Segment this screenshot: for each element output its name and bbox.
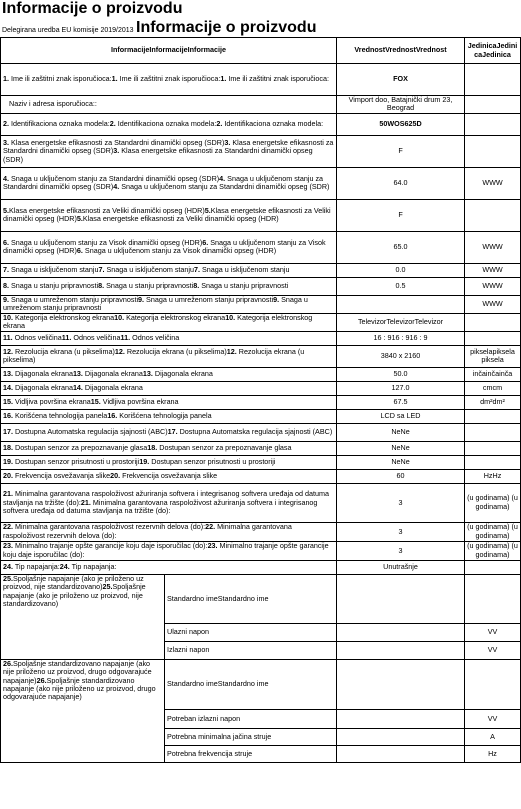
table-row bbox=[1, 483, 521, 522]
row-number: 19. bbox=[3, 457, 13, 467]
row-unit: WWW bbox=[465, 263, 521, 277]
row-value: NeNe bbox=[337, 423, 465, 441]
row-number: 1. bbox=[111, 74, 118, 84]
table-row bbox=[1, 469, 521, 483]
row-unit bbox=[465, 313, 521, 331]
sub-unit: Hz bbox=[465, 745, 521, 762]
row-label-text: Snaga u umreženom stanju pripravnosti bbox=[144, 295, 274, 304]
row-label-text: Dostupan senzor za prepoznavanje glasa bbox=[157, 443, 292, 453]
std-name-value bbox=[337, 659, 465, 709]
row-label-text: Minimalna garantovana raspoloživost ažuriranja softvera i integrisanog softvera uređaja od datuma stavljanja na tržište (do): bbox=[3, 497, 318, 516]
row-unit bbox=[465, 455, 521, 469]
row-label-text: Snaga u uključenom stanju za Standardni dinamički opseg (SDR) bbox=[3, 173, 324, 192]
row-number: 21. bbox=[3, 489, 13, 499]
row-label-text: Minimalno trajanje opšte garancije koju daje isporučilac (do): bbox=[13, 541, 208, 551]
row-label bbox=[1, 522, 337, 541]
row-label bbox=[1, 113, 337, 135]
sub-value bbox=[337, 641, 465, 659]
row-number: 2. bbox=[109, 119, 116, 129]
row-unit bbox=[465, 96, 521, 114]
row-number: 14. bbox=[3, 383, 13, 393]
row-label-text: Tip napajanja: bbox=[69, 562, 117, 572]
row-label-text: Dijagonala ekrana bbox=[13, 383, 73, 393]
row-value: FOX bbox=[337, 64, 465, 96]
row-label bbox=[1, 423, 337, 441]
row-value bbox=[337, 295, 465, 313]
row-label-text: Minimalna garantovana raspoloživost rezervnih delova (do): bbox=[3, 522, 292, 540]
row-number: 5. bbox=[76, 214, 83, 224]
row-label-text: Dostupan senzor prisutnosti u prostoriji bbox=[149, 457, 276, 467]
row-value: 50.0 bbox=[337, 367, 465, 381]
row-label-text: Minimalna garantovana raspoloživost ažuriranja softvera i integrisanog softvera uređaja od datuma stavljanja na tržište (do): bbox=[3, 489, 330, 507]
row-number: 8. bbox=[98, 281, 105, 291]
row-value: NeNe bbox=[337, 455, 465, 469]
row-label-text: Klasa energetske efikasnosti za Veliki dinamički opseg (HDR) bbox=[3, 205, 331, 224]
row-number: 26. bbox=[3, 659, 13, 668]
std-name-value bbox=[337, 574, 465, 623]
row-number: 22. bbox=[205, 522, 216, 532]
sub-unit: A bbox=[465, 728, 521, 745]
row-unit bbox=[465, 409, 521, 423]
row-number: 6. bbox=[3, 237, 9, 247]
row-number: 15. bbox=[3, 397, 13, 407]
row-number: 7. bbox=[98, 265, 105, 275]
row-value: LCD sa LED bbox=[337, 409, 465, 423]
row-value: 16 : 916 : 916 : 9 bbox=[337, 331, 465, 345]
row-label-text: Snaga u umreženom stanju pripravnosti bbox=[3, 295, 308, 313]
row-value: Unutrašnje bbox=[337, 560, 465, 574]
table-row bbox=[1, 113, 521, 135]
sub-label: Potreban izlazni napon bbox=[165, 709, 337, 728]
sub-label: Potrebna frekvencija struje bbox=[165, 745, 337, 762]
row-number: 24. bbox=[3, 562, 13, 572]
row-number: 19. bbox=[139, 457, 150, 467]
row-number: 10. bbox=[114, 313, 125, 322]
page-title-repeat: Informacije o proizvodu bbox=[136, 19, 317, 36]
row-number: 3. bbox=[224, 137, 231, 147]
ext-supply-row bbox=[1, 574, 521, 623]
row-label-text: Rezolucija ekrana (u pikselima) bbox=[13, 346, 115, 356]
row-label-text: Snaga u isključenom stanju bbox=[200, 265, 290, 275]
row-unit: dm²dm² bbox=[465, 395, 521, 409]
table-row bbox=[1, 277, 521, 295]
sub-value bbox=[337, 745, 465, 762]
row-value: 127.0 bbox=[337, 381, 465, 395]
table-row bbox=[1, 167, 521, 199]
row-number: 1. bbox=[3, 74, 9, 84]
row-label-text: Klasa energetske efikasnosti za Standardni dinamički opseg (SDR) bbox=[3, 137, 334, 156]
table-row bbox=[1, 522, 521, 541]
row-number: 4. bbox=[113, 182, 120, 192]
row-value: 65.0 bbox=[337, 231, 465, 263]
row-label-text: Spoljašnje napajanje (ako je priloženo uz proizvod, nije standardizovano) bbox=[3, 582, 146, 609]
row-label-text: Spoljašnje standardizovano napajanje (ako nije priloženo uz proizvod, drugo odgovarajuće napajanje) bbox=[3, 659, 152, 685]
row-number: 9. bbox=[3, 295, 9, 304]
row-label-text: Korišćena tehnologija panela bbox=[13, 411, 108, 421]
row-label-text: Odnos veličina bbox=[12, 333, 62, 343]
page-title: Informacije o proizvodu bbox=[2, 0, 183, 17]
row-number: 5. bbox=[204, 205, 211, 215]
row-value: 0.5 bbox=[337, 277, 465, 295]
ext-std-supply-row bbox=[1, 659, 521, 709]
table-row bbox=[1, 541, 521, 560]
row-unit: (u godinama) (u godinama) bbox=[465, 522, 521, 541]
row-number: 13. bbox=[3, 369, 13, 379]
row-value: 3 bbox=[337, 541, 465, 560]
row-unit: WWW bbox=[465, 167, 521, 199]
row-value: F bbox=[337, 199, 465, 231]
row-label bbox=[1, 277, 337, 295]
row-label-text: Dijagonala ekrana bbox=[13, 369, 73, 379]
row-unit: cmcm bbox=[465, 381, 521, 395]
row-label bbox=[1, 381, 337, 395]
row-value: 67.5 bbox=[337, 395, 465, 409]
row-number: 23. bbox=[207, 541, 218, 551]
row-label-text: Snaga u isključenom stanju bbox=[104, 265, 194, 275]
row-number: 21. bbox=[80, 497, 91, 507]
row-number: 12. bbox=[114, 346, 125, 356]
row-unit bbox=[465, 331, 521, 345]
group-label bbox=[1, 659, 165, 762]
row-label-text: Frekvencija osvežavanja slike bbox=[120, 471, 218, 481]
table-row bbox=[1, 423, 521, 441]
sub-unit: VV bbox=[465, 623, 521, 641]
table-row bbox=[1, 560, 521, 574]
row-label-text: Dostupan senzor prisutnosti u prostoriji bbox=[13, 457, 140, 467]
row-label bbox=[1, 96, 337, 114]
sub-unit: VV bbox=[465, 709, 521, 728]
row-number: 23. bbox=[3, 541, 13, 551]
row-label bbox=[1, 313, 337, 331]
row-label-text: Minimalno trajanje opšte garancije koju daje isporučilac (do): bbox=[3, 541, 329, 559]
row-number: 2. bbox=[216, 119, 223, 129]
product-info-table bbox=[0, 37, 521, 763]
row-label-text: Vidljiva površina ekrana bbox=[13, 397, 91, 407]
row-number: 10. bbox=[225, 313, 236, 322]
table-row bbox=[1, 409, 521, 423]
row-number: 6. bbox=[202, 237, 209, 247]
row-label-text: Ime ili zaštitni znak isporučioca: bbox=[226, 74, 330, 84]
row-unit bbox=[465, 441, 521, 455]
row-number: 14. bbox=[72, 383, 83, 393]
row-number: 24. bbox=[59, 562, 70, 572]
sub-unit: VV bbox=[465, 641, 521, 659]
table-row bbox=[1, 135, 521, 167]
row-number: 12. bbox=[3, 346, 13, 356]
row-number: 17. bbox=[3, 427, 13, 437]
row-value: Vimport doo, Batajnički drum 23, Beograd bbox=[337, 96, 465, 114]
row-value: NeNe bbox=[337, 441, 465, 455]
table-row bbox=[1, 381, 521, 395]
row-unit: HzHz bbox=[465, 469, 521, 483]
row-number: 6. bbox=[76, 246, 83, 256]
row-label bbox=[1, 455, 337, 469]
row-number: 1. bbox=[220, 74, 227, 84]
row-label bbox=[1, 64, 337, 96]
row-label-text: Rezolucija ekrana (u pikselima) bbox=[3, 346, 305, 365]
row-label-text: Snaga u stanju pripravnosti bbox=[199, 281, 289, 291]
row-label-text: Dijagonala ekrana bbox=[82, 369, 143, 379]
row-label-text: Spoljašnje napajanje (ako je priloženo uz proizvod, nije standardizovano) bbox=[3, 574, 144, 592]
row-unit: (u godinama) (u godinama) bbox=[465, 483, 521, 522]
row-label-text: Ime ili zaštitni znak isporučioca: bbox=[9, 74, 112, 84]
row-number: 4. bbox=[219, 173, 226, 183]
row-unit bbox=[465, 135, 521, 167]
row-label-text: Dijagonala ekrana bbox=[82, 383, 143, 393]
row-label bbox=[1, 560, 337, 574]
row-number: 8. bbox=[193, 281, 200, 291]
row-number: 7. bbox=[3, 265, 9, 275]
row-label bbox=[1, 331, 337, 345]
row-label-text: Identifikaciona oznaka modela: bbox=[9, 119, 110, 129]
row-unit: WWW bbox=[465, 295, 521, 313]
row-number: 20. bbox=[3, 471, 13, 481]
row-label bbox=[1, 231, 337, 263]
table-row bbox=[1, 313, 521, 331]
row-label-text: Naziv i adresa isporučioca:: bbox=[9, 99, 97, 109]
table-row bbox=[1, 295, 521, 313]
row-number: 13. bbox=[142, 369, 153, 379]
row-label-text: Dijagonala ekrana bbox=[152, 369, 213, 379]
row-value: TelevizorTelevizorTelevizor bbox=[337, 313, 465, 331]
row-label-text: Identifikaciona oznaka modela: bbox=[222, 119, 324, 129]
row-label-text: Snaga u stanju pripravnosti bbox=[9, 281, 99, 291]
row-label-text: Klasa energetske efikasnosti za Standardni dinamički opseg (SDR) bbox=[9, 137, 225, 147]
row-label-text: Snaga u umreženom stanju pripravnosti bbox=[9, 295, 139, 304]
std-name-unit bbox=[465, 659, 521, 709]
row-label bbox=[1, 469, 337, 483]
row-number: 8. bbox=[3, 281, 9, 291]
table-row bbox=[1, 395, 521, 409]
table-row bbox=[1, 441, 521, 455]
row-number: 15. bbox=[90, 397, 101, 407]
row-label-text: Kategorija elektronskog ekrana bbox=[124, 313, 226, 322]
row-unit bbox=[465, 560, 521, 574]
row-unit: WWW bbox=[465, 231, 521, 263]
table-row bbox=[1, 331, 521, 345]
row-label-text: Kategorija elektronskog ekrana bbox=[3, 313, 313, 331]
row-number: 11. bbox=[3, 333, 13, 343]
row-value: 64.0 bbox=[337, 167, 465, 199]
sub-value bbox=[337, 728, 465, 745]
row-value: 3840 x 2160 bbox=[337, 345, 465, 367]
row-label bbox=[1, 367, 337, 381]
row-label-text: Frekvencija osvežavanja slike bbox=[13, 471, 111, 481]
sub-label: Izlazni napon bbox=[165, 641, 337, 659]
row-label-text: Klasa energetske efikasnosti za Veliki dinamički opseg (HDR) bbox=[82, 214, 279, 224]
column-header-value: VrednostVrednostVrednost bbox=[337, 38, 465, 64]
row-label-text: Snaga u stanju pripravnosti bbox=[104, 281, 194, 291]
row-label-text: Snaga u uključenom stanju za Standardni dinamički opseg (SDR) bbox=[9, 173, 220, 183]
column-header-unit: JedinicaJedinicaJedinica bbox=[465, 38, 521, 64]
row-number: 3. bbox=[3, 137, 9, 147]
row-number: 16. bbox=[3, 411, 13, 421]
row-label-text: Dostupna Automatska regulacija sjajnosti (ABC) bbox=[13, 427, 168, 437]
regulation-subtitle: Delegirana uredba EU komisije 2019/2013 bbox=[2, 27, 134, 34]
row-number: 20. bbox=[110, 471, 121, 481]
row-number: 10. bbox=[3, 313, 13, 322]
row-value: 3 bbox=[337, 483, 465, 522]
row-label bbox=[1, 135, 337, 167]
std-name-label: Standardno imeStandardno ime bbox=[165, 659, 337, 709]
row-label-text: Kategorija elektronskog ekrana bbox=[13, 313, 115, 322]
row-number: 17. bbox=[167, 427, 178, 437]
row-unit bbox=[465, 113, 521, 135]
row-number: 25. bbox=[102, 582, 113, 592]
sub-value bbox=[337, 623, 465, 641]
row-unit: WWW bbox=[465, 277, 521, 295]
row-unit: inčainčainča bbox=[465, 367, 521, 381]
row-label-text: Snaga u isključenom stanju bbox=[9, 265, 99, 275]
row-unit bbox=[465, 199, 521, 231]
row-label bbox=[1, 483, 337, 522]
sub-label: Potrebna minimalna jačina struje bbox=[165, 728, 337, 745]
row-number: 5. bbox=[3, 205, 9, 215]
row-number: 18. bbox=[3, 443, 13, 453]
row-label-text: Identifikaciona oznaka modela: bbox=[115, 119, 217, 129]
row-label bbox=[1, 395, 337, 409]
row-number: 26. bbox=[36, 675, 47, 685]
row-label-text: Spoljašnje standardizovano napajanje (ako nije priloženo uz proizvod, drugo odgovarajuće napajanje) bbox=[3, 675, 156, 702]
row-unit: (u godinama) (u godinama) bbox=[465, 541, 521, 560]
row-number: 4. bbox=[3, 173, 9, 183]
row-label bbox=[1, 263, 337, 277]
std-name-unit bbox=[465, 574, 521, 623]
row-number: 7. bbox=[194, 265, 200, 275]
row-number: 3. bbox=[113, 146, 120, 156]
row-number: 12. bbox=[226, 346, 237, 356]
row-number: 9. bbox=[138, 295, 145, 304]
column-header-info: InformacijeInformacijeInformacije bbox=[1, 38, 337, 64]
row-label-text: Rezolucija ekrana (u pikselima) bbox=[124, 346, 227, 356]
row-number: 13. bbox=[72, 369, 83, 379]
row-unit bbox=[465, 423, 521, 441]
row-number: 22. bbox=[3, 522, 13, 532]
row-label-text: Dostupan senzor za prepoznavanje glasa bbox=[13, 443, 148, 453]
row-value: 60 bbox=[337, 469, 465, 483]
row-label bbox=[1, 199, 337, 231]
sub-label: Ulazni napon bbox=[165, 623, 337, 641]
row-label-text: Minimalna garantovana raspoloživost rezervnih delova (do): bbox=[13, 522, 206, 532]
row-label bbox=[1, 409, 337, 423]
row-label-text: Snaga u uključenom stanju za Visok dinamički opseg (HDR) bbox=[3, 237, 326, 256]
row-label-text: Snaga u uključenom stanju za Standardni dinamički opseg (SDR) bbox=[119, 182, 330, 192]
group-label bbox=[1, 574, 165, 659]
row-value: 50WOS625D bbox=[337, 113, 465, 135]
row-label bbox=[1, 295, 337, 313]
row-number: 11. bbox=[120, 333, 131, 343]
row-label bbox=[1, 167, 337, 199]
table-row bbox=[1, 345, 521, 367]
row-value: 3 bbox=[337, 522, 465, 541]
table-row bbox=[1, 64, 521, 96]
row-label-text: Klasa energetske efikasnosti za Standardni dinamički opseg (SDR) bbox=[3, 146, 313, 164]
table-row bbox=[1, 367, 521, 381]
row-unit: pikselapiksela piksela bbox=[465, 345, 521, 367]
table-row bbox=[1, 263, 521, 277]
table-row bbox=[1, 455, 521, 469]
row-label bbox=[1, 345, 337, 367]
row-label-text: Snaga u uključenom stanju za Visok dinamički opseg (HDR) bbox=[9, 237, 203, 247]
row-number: 18. bbox=[147, 443, 158, 453]
row-label-text: Odnos veličina bbox=[130, 333, 180, 343]
row-number: 2. bbox=[3, 119, 9, 129]
table-row bbox=[1, 199, 521, 231]
row-number: 9. bbox=[273, 295, 280, 304]
row-label-text: Tip napajanja: bbox=[13, 562, 60, 572]
row-label-text: Klasa energetske efikasnosti za Veliki dinamički opseg (HDR) bbox=[9, 205, 205, 215]
row-label-text: Snaga u uključenom stanju za Visok dinamički opseg (HDR) bbox=[82, 246, 277, 256]
row-number: 16. bbox=[107, 411, 118, 421]
row-label-text: Odnos veličina bbox=[71, 333, 121, 343]
row-label-text: Ime ili zaštitni znak isporučioca: bbox=[117, 74, 221, 84]
std-name-label: Standardno imeStandardno ime bbox=[165, 574, 337, 623]
sub-value bbox=[337, 709, 465, 728]
row-label-text: Dostupna Automatska regulacija sjajnosti (ABC) bbox=[177, 427, 333, 437]
table-header-row bbox=[1, 38, 521, 64]
table-row bbox=[1, 231, 521, 263]
row-number: 11. bbox=[61, 333, 72, 343]
row-unit bbox=[465, 64, 521, 96]
row-label-text: Vidljiva površina ekrana bbox=[100, 397, 179, 407]
row-label-text: Korišćena tehnologija panela bbox=[117, 411, 212, 421]
row-value: F bbox=[337, 135, 465, 167]
row-label bbox=[1, 541, 337, 560]
row-label bbox=[1, 441, 337, 455]
row-number: 25. bbox=[3, 574, 13, 583]
table-row bbox=[1, 96, 521, 114]
row-value: 0.0 bbox=[337, 263, 465, 277]
